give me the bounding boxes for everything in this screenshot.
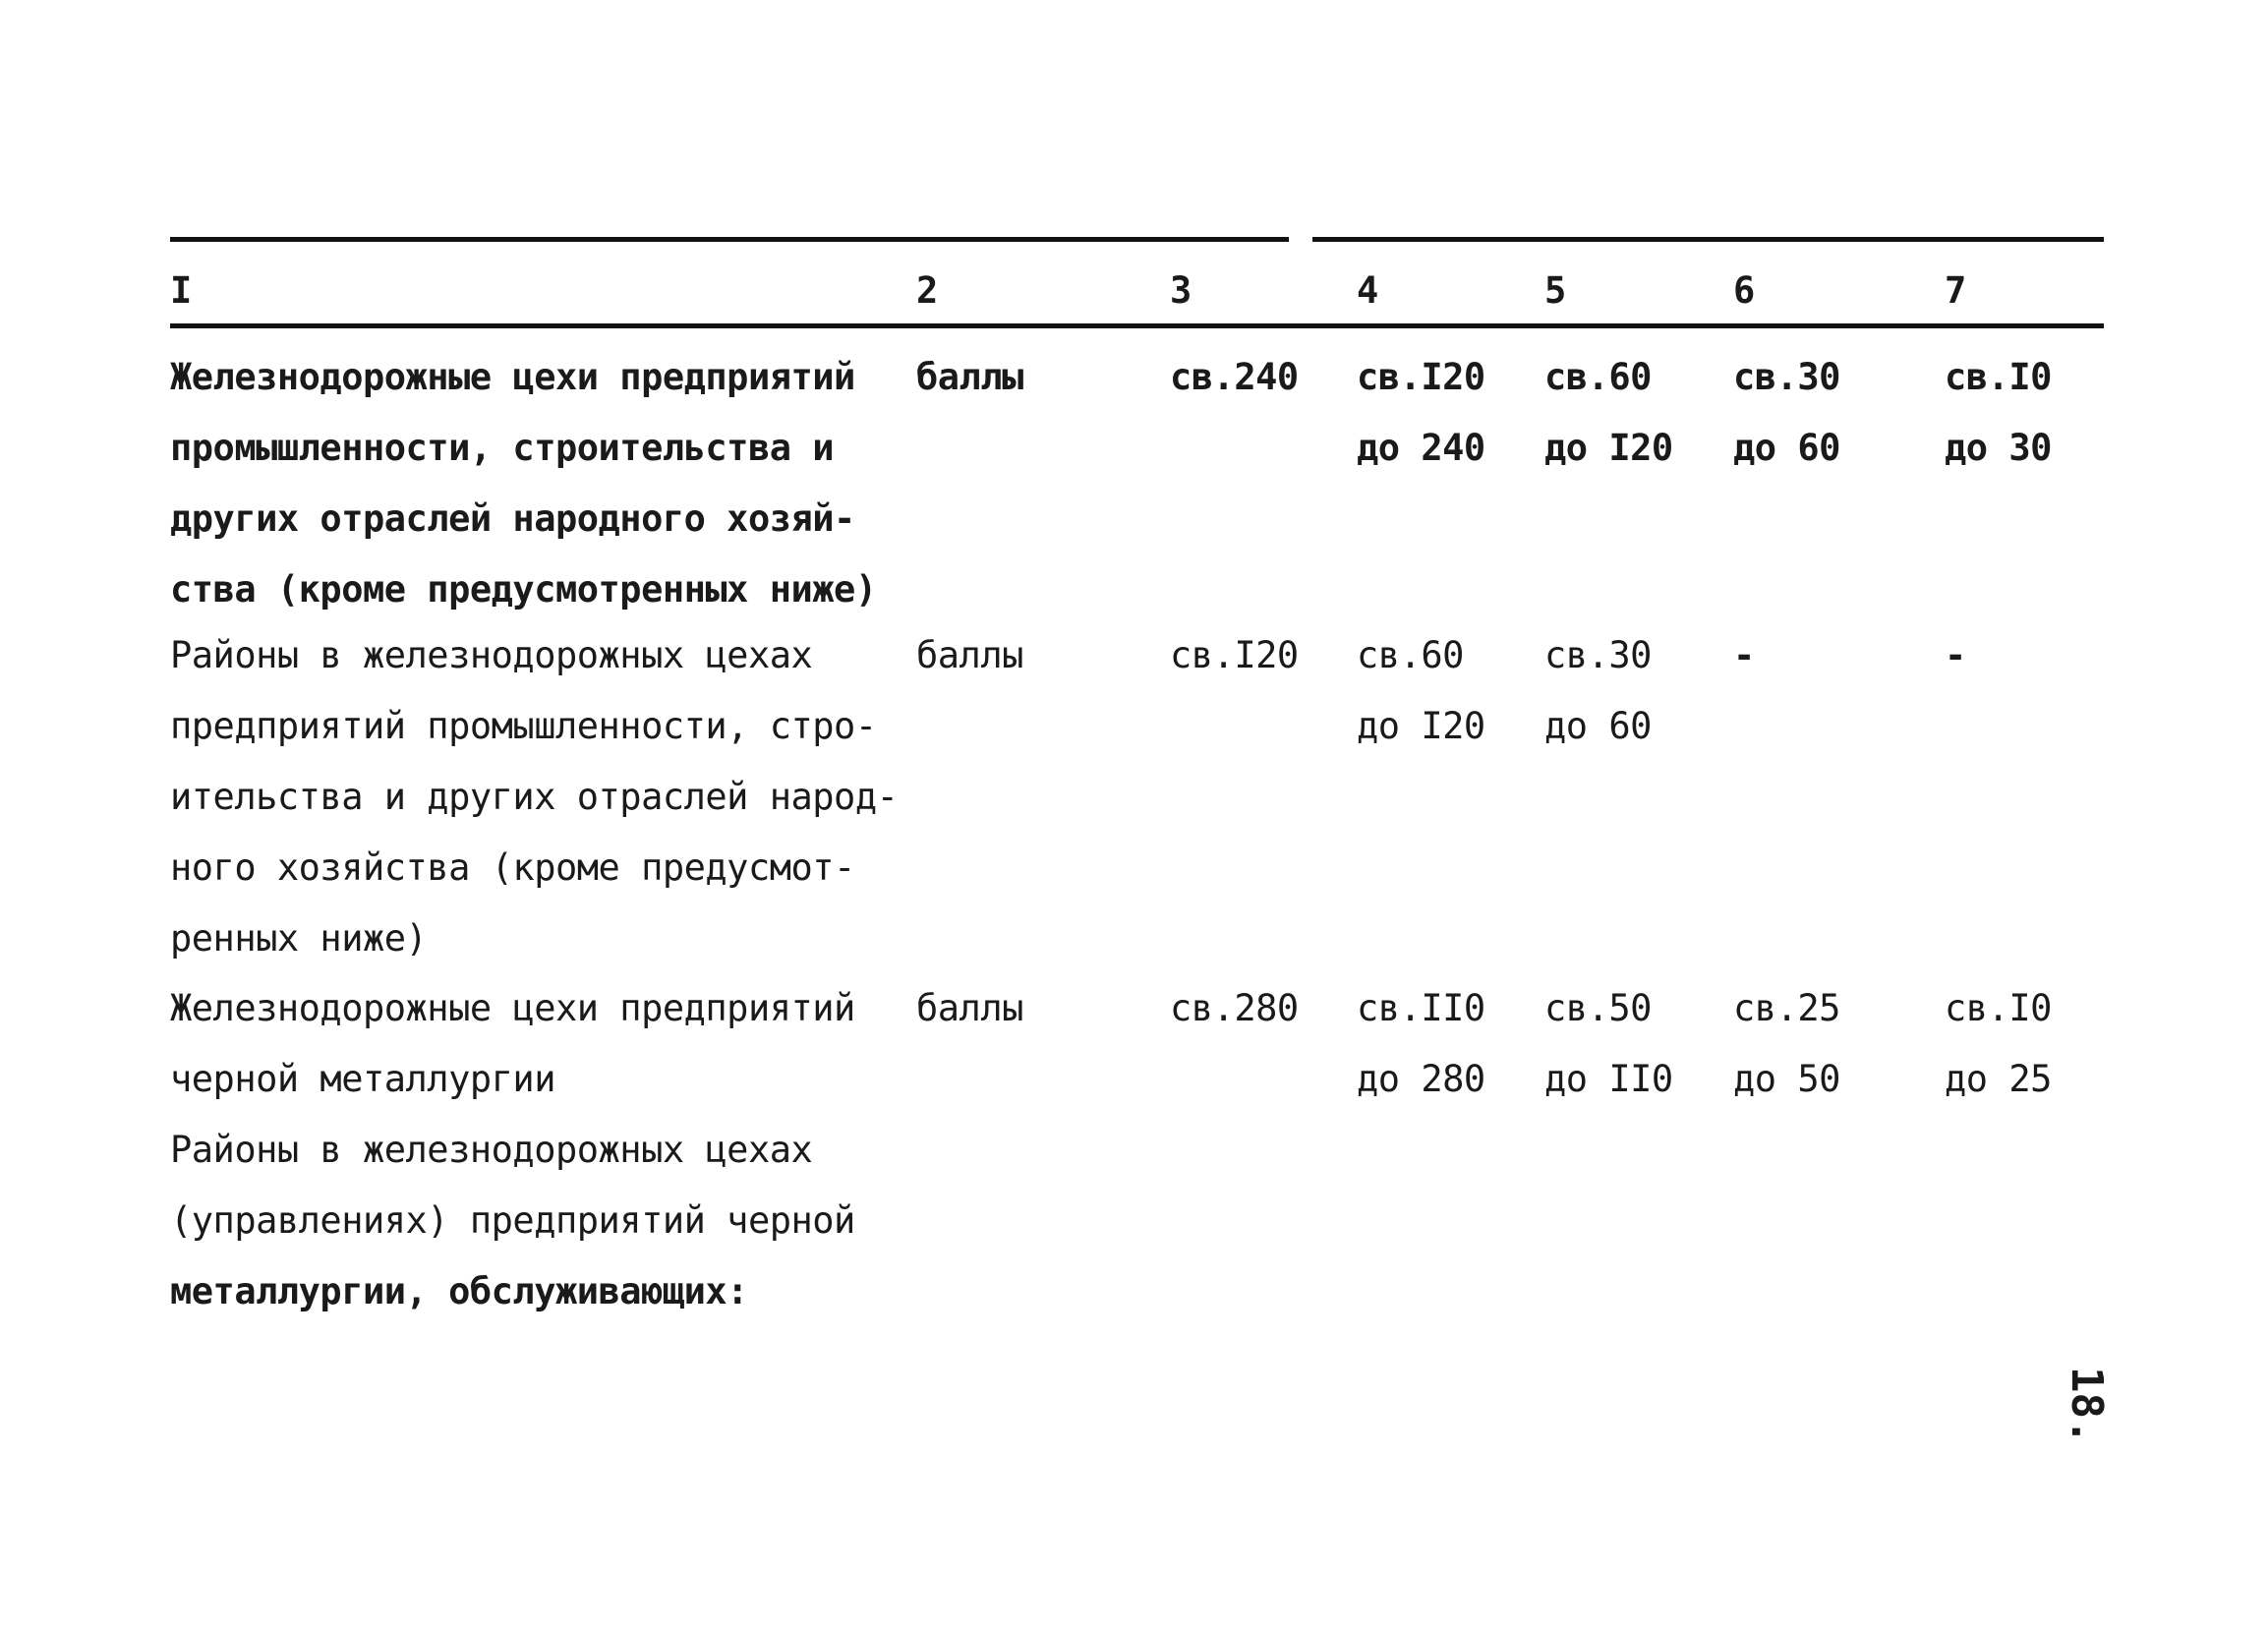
row1-name-line1: Железнодорожные цехи предприятий bbox=[170, 356, 855, 398]
row4-name-line1: Районы в железнодорожных цехах bbox=[170, 1129, 813, 1171]
row1-col4-to: до 240 bbox=[1357, 427, 1485, 469]
row1-col5-to: до I20 bbox=[1544, 427, 1673, 469]
row3-col4-from: св.II0 bbox=[1357, 987, 1485, 1029]
row2-col3: св.I20 bbox=[1170, 634, 1299, 676]
table-header-rule bbox=[170, 323, 2104, 328]
header-col-2: 2 bbox=[916, 269, 938, 312]
row3-col7-from: св.I0 bbox=[1945, 987, 2052, 1029]
row1-name-line3: других отраслей народного хозяй- bbox=[170, 497, 855, 540]
row3-col6-to: до 50 bbox=[1733, 1058, 1840, 1100]
row2-col4-from: св.60 bbox=[1357, 634, 1464, 676]
row2-col6-dash: - bbox=[1733, 634, 1755, 676]
row3-unit: баллы bbox=[916, 987, 1023, 1029]
row1-unit: баллы bbox=[916, 356, 1023, 398]
row4-name-line2: (управлениях) предприятий черной bbox=[170, 1199, 855, 1242]
row3-name-line1: Железнодорожные цехи предприятий bbox=[170, 987, 855, 1029]
row2-name-line1: Районы в железнодорожных цехах bbox=[170, 634, 813, 676]
row3-name-line2: черной металлургии bbox=[170, 1058, 555, 1100]
row1-name-line2: промышленности, строительства и bbox=[170, 427, 835, 469]
table-top-rule-left bbox=[170, 237, 1289, 242]
header-col-6: 6 bbox=[1733, 269, 1755, 312]
row2-col5-from: св.30 bbox=[1544, 634, 1652, 676]
row1-col5-from: св.60 bbox=[1544, 356, 1652, 398]
row1-name-line4: ства (кроме предусмотренных ниже) bbox=[170, 568, 877, 611]
row3-col5-to: до II0 bbox=[1544, 1058, 1673, 1100]
row2-name-line4: ного хозяйства (кроме предусмот- bbox=[170, 846, 855, 889]
header-col-1: I bbox=[170, 269, 192, 312]
row1-col4-from: св.I20 bbox=[1357, 356, 1485, 398]
row3-col5-from: св.50 bbox=[1544, 987, 1652, 1029]
header-col-5: 5 bbox=[1544, 269, 1566, 312]
row1-col7-from: св.I0 bbox=[1945, 356, 2052, 398]
row3-col6-from: св.25 bbox=[1733, 987, 1840, 1029]
row3-col3: св.280 bbox=[1170, 987, 1299, 1029]
row1-col6-to: до 60 bbox=[1733, 427, 1840, 469]
row3-col4-to: до 280 bbox=[1357, 1058, 1485, 1100]
row2-col4-to: до I20 bbox=[1357, 705, 1485, 747]
row1-col6-from: св.30 bbox=[1733, 356, 1840, 398]
row2-name-line3: ительства и других отраслей народ- bbox=[170, 776, 899, 818]
row2-name-line5: ренных ниже) bbox=[170, 917, 428, 960]
row1-col7-to: до 30 bbox=[1945, 427, 2052, 469]
header-col-7: 7 bbox=[1945, 269, 1966, 312]
row2-col5-to: до 60 bbox=[1544, 705, 1652, 747]
row1-col3: св.240 bbox=[1170, 356, 1299, 398]
header-col-3: 3 bbox=[1170, 269, 1192, 312]
page-number: 18. bbox=[2062, 1367, 2112, 1445]
row3-col7-to: до 25 bbox=[1945, 1058, 2052, 1100]
row2-unit: баллы bbox=[916, 634, 1023, 676]
row2-name-line2: предприятий промышленности, стро- bbox=[170, 705, 877, 747]
row4-name-line3: металлургии, обслуживающих: bbox=[170, 1270, 748, 1312]
header-col-4: 4 bbox=[1357, 269, 1378, 312]
row2-col7-dash: - bbox=[1945, 634, 1966, 676]
table-top-rule-right bbox=[1312, 237, 2104, 242]
